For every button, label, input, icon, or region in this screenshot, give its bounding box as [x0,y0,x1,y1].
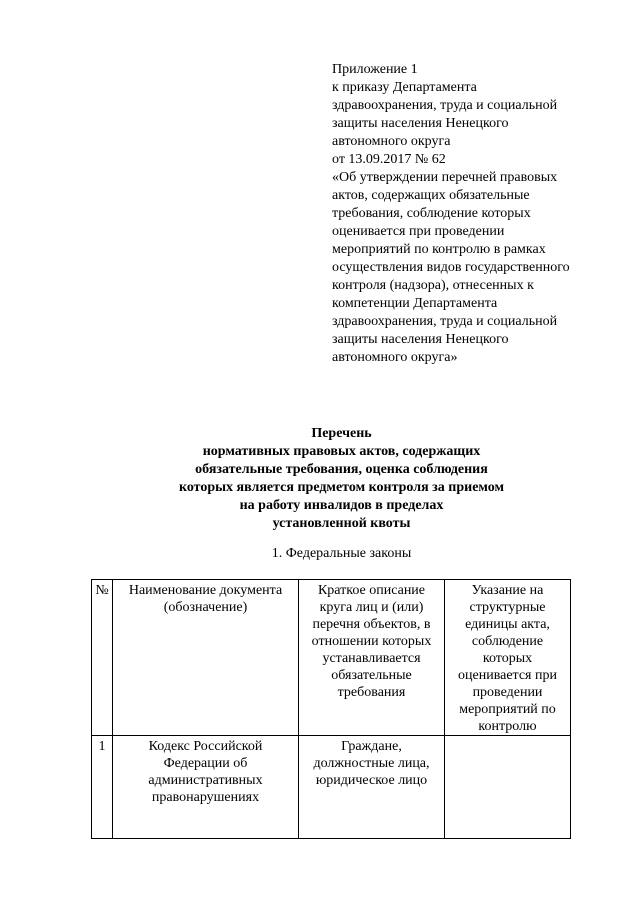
table-row [92,736,571,839]
appendix-line: к приказу Департамента [332,80,477,95]
appendix-line: защиты населения Ненецкого [332,116,509,131]
cell-line: Указание на [471,583,544,598]
cell-line: устанавливается [322,651,421,666]
row-cell-structural-units [445,736,571,839]
appendix-line: контроля (надзора), отнесенных к [332,278,534,293]
cell-line: единицы акта, [465,617,550,632]
cell-line: юридическое лицо [315,773,428,788]
cell-line: (обозначение) [163,600,248,615]
header-cell-document-name [113,580,299,736]
appendix-line: автономного округа [332,134,451,149]
title-line: установленной квоты [272,516,411,531]
appendix-block [332,61,632,367]
appendix-line: компетенции Департамента [332,296,498,311]
appendix-line: здравоохранения, труда и социальной [332,314,558,329]
appendix-line: автономного округа» [332,350,458,365]
cell-line: Краткое описание [317,583,426,598]
title-line: которых является предметом контроля за приемом [178,480,505,495]
appendix-line: актов, содержащих обязательные [332,188,530,203]
title-line: на работу инвалидов в пределах [239,498,444,513]
table-header-row [92,580,571,736]
document-title [0,425,640,533]
title-line: Перечень [311,426,372,441]
cell-line: 1 [98,739,106,754]
cell-line: соблюдение [471,634,544,649]
appendix-line: Приложение 1 [332,62,418,77]
cell-line: контролю [478,719,537,734]
cell-line: проведении [472,685,543,700]
appendix-line: «Об утверждении перечней правовых [332,170,558,185]
appendix-line: оценивается при проведении [332,224,505,239]
cell-line: оценивается при [458,668,557,683]
appendix-line: осуществления видов государственного [332,260,570,275]
appendix-line: мероприятий по контролю в рамках [332,242,546,257]
cell-line: отношении которых [311,634,432,649]
title-line: обязательные требования, оценка соблюдения [195,462,488,477]
cell-line: Граждане, [341,739,402,754]
cell-line: Федерации об [163,756,248,771]
cell-line: круга лиц и (или) [319,600,424,615]
row-cell-description [299,736,445,839]
appendix-line: защиты населения Ненецкого [332,332,509,347]
cell-line: обязательные [331,668,412,683]
row-cell-document-name [113,736,299,839]
row-cell-number [92,736,113,839]
appendix-line: от 13.09.2017 № 62 [332,152,446,167]
cell-line: мероприятий по [459,702,556,717]
appendix-line: здравоохранения, труда и социальной [332,98,558,113]
cell-line: структурные [469,600,546,615]
cell-line: правонарушениях [151,790,260,805]
cell-line: требования [337,685,406,700]
cell-line: которых [482,651,533,666]
header-cell-structural-units [445,580,571,736]
header-cell-description [299,580,445,736]
cell-line: Наименование документа [128,583,283,598]
cell-line: должностные лица, [313,756,430,771]
cell-line: административных [148,773,263,788]
cell-line: Кодекс Российской [148,739,263,754]
header-cell-number [92,580,113,736]
title-line: нормативных правовых актов, содержащих [202,444,481,459]
section-heading: 1. Федеральные законы [271,546,412,561]
appendix-line: требования, соблюдение которых [332,206,531,221]
cell-line: № [95,583,109,598]
laws-table [91,579,571,839]
cell-line: перечня объектов, в [312,617,431,632]
